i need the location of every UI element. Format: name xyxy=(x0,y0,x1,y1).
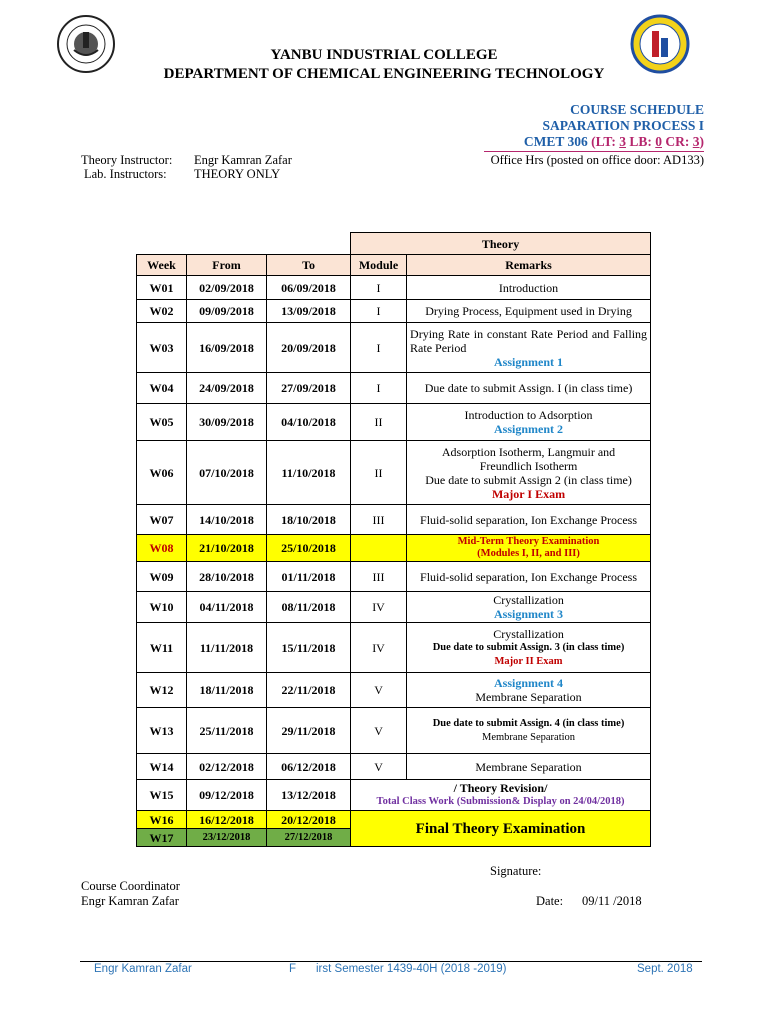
from-cell: 04/11/2018 xyxy=(187,592,267,623)
remarks-cell: Drying Process, Equipment used in Drying xyxy=(407,300,651,323)
remarks-cell: Fluid-solid separation, Ion Exchange Process xyxy=(407,562,651,592)
remarks-cell: Membrane Separation xyxy=(407,754,651,780)
week-cell: W09 xyxy=(137,562,187,592)
department-name: DEPARTMENT OF CHEMICAL ENGINEERING TECHNOLOGY xyxy=(163,66,605,82)
coordinator-label: Course Coordinator xyxy=(81,879,180,893)
from-cell: 24/09/2018 xyxy=(187,373,267,404)
to-cell: 22/11/2018 xyxy=(267,673,351,708)
col-to: To xyxy=(267,255,351,276)
schedule-title: COURSE SCHEDULE xyxy=(570,102,704,117)
remarks-cell xyxy=(351,780,651,811)
table-row xyxy=(137,708,651,754)
to-cell: 29/11/2018 xyxy=(267,708,351,754)
from-cell: 30/09/2018 xyxy=(187,404,267,441)
remarks-cell: Fluid-solid separation, Ion Exchange Process xyxy=(407,505,651,535)
module-cell: I xyxy=(351,300,407,323)
col-remarks: Remarks xyxy=(407,255,651,276)
table-row xyxy=(137,505,651,535)
remarks-cell xyxy=(407,535,651,562)
table-row xyxy=(137,623,651,673)
table-row-highlighted xyxy=(137,811,651,829)
cr-value: 3 xyxy=(692,134,700,149)
to-cell: 13/09/2018 xyxy=(267,300,351,323)
from-cell: 14/10/2018 xyxy=(187,505,267,535)
lt-label: (LT: xyxy=(591,134,620,149)
remarks-cell xyxy=(407,623,651,673)
from-cell: 07/10/2018 xyxy=(187,441,267,505)
remark-text: Drying Rate in constant Rate Period and Falling Rate Period xyxy=(410,326,648,355)
module-cell xyxy=(351,535,407,562)
week-cell: W03 xyxy=(137,323,187,373)
from-cell: 02/09/2018 xyxy=(187,276,267,300)
department-emblem-logo xyxy=(630,14,690,74)
module-cell: IV xyxy=(351,592,407,623)
remarks-cell xyxy=(407,592,651,623)
assignment-label: Assignment 3 xyxy=(494,607,564,621)
table-row xyxy=(137,276,651,300)
footer-semester: irst Semester 1439-40H (2018 -2019) xyxy=(316,963,507,975)
due-date-label: Due date to submit Assign. 3 (in class time) xyxy=(432,641,625,653)
schedule-table xyxy=(136,232,651,847)
module-cell: III xyxy=(351,562,407,592)
remarks-cell xyxy=(407,323,651,373)
lb-label: LB: xyxy=(625,134,656,149)
remarks-cell: Due date to submit Assign. I (in class time) xyxy=(407,373,651,404)
week-cell: W08 xyxy=(137,535,187,562)
table-row xyxy=(137,300,651,323)
exam-modules: (Modules I, II, and III) xyxy=(477,548,580,559)
table-row xyxy=(137,780,651,811)
week-cell: W04 xyxy=(137,373,187,404)
week-cell: W11 xyxy=(137,623,187,673)
module-cell: I xyxy=(351,373,407,404)
footer-rule xyxy=(80,961,702,962)
remark-text: Freundlich Isotherm xyxy=(479,458,578,473)
from-cell: 28/10/2018 xyxy=(187,562,267,592)
to-cell: 27/12/2018 xyxy=(267,829,351,847)
module-cell: I xyxy=(351,323,407,373)
module-cell: V xyxy=(351,754,407,780)
week-cell: W16 xyxy=(137,811,187,829)
module-cell: IV xyxy=(351,623,407,673)
module-cell: V xyxy=(351,708,407,754)
to-cell: 06/12/2018 xyxy=(267,754,351,780)
signature-label: Signature: xyxy=(490,864,542,878)
remark-text: Adsorption Isotherm, Langmuir and xyxy=(441,444,616,459)
week-cell: W05 xyxy=(137,404,187,441)
module-cell: III xyxy=(351,505,407,535)
week-cell: W13 xyxy=(137,708,187,754)
to-cell: 11/10/2018 xyxy=(267,441,351,505)
from-cell: 09/12/2018 xyxy=(187,780,267,811)
final-exam-cell: Final Theory Examination xyxy=(351,811,651,847)
theory-instructor-label: Theory Instructor: xyxy=(81,153,173,167)
table-row xyxy=(137,673,651,708)
to-cell: 25/10/2018 xyxy=(267,535,351,562)
week-cell: W07 xyxy=(137,505,187,535)
table-row xyxy=(137,754,651,780)
week-cell: W15 xyxy=(137,780,187,811)
remarks-cell xyxy=(407,441,651,505)
remark-text: Introduction to Adsorption xyxy=(464,408,593,422)
remark-text: Due date to submit Assign 2 (in class time) xyxy=(425,472,632,487)
col-week: Week xyxy=(137,255,187,276)
from-cell: 09/09/2018 xyxy=(187,300,267,323)
course-name: SAPARATION PROCESS I xyxy=(542,118,704,133)
date-value: 09/11 /2018 xyxy=(582,894,642,908)
class-work-note: Total Class Work (Submission& Display on 24/04/2018) xyxy=(376,796,625,807)
cr-label: CR: xyxy=(662,134,693,149)
college-seal-logo xyxy=(56,14,116,74)
table-row-highlighted xyxy=(137,535,651,562)
exam-label: Major II Exam xyxy=(494,655,563,667)
table-row xyxy=(137,441,651,505)
to-cell: 08/11/2018 xyxy=(267,592,351,623)
course-code: CMET 306 xyxy=(523,134,592,149)
table-row xyxy=(137,562,651,592)
table-row xyxy=(137,373,651,404)
from-cell: 02/12/2018 xyxy=(187,754,267,780)
col-module: Module xyxy=(351,255,407,276)
module-cell: II xyxy=(351,404,407,441)
to-cell: 15/11/2018 xyxy=(267,623,351,673)
lb-value: 0 xyxy=(655,134,662,149)
lt-value: 3 xyxy=(619,134,626,149)
table-row xyxy=(137,323,651,373)
table-row xyxy=(137,592,651,623)
from-cell: 23/12/2018 xyxy=(187,829,267,847)
due-date-label: Due date to submit Assign. 4 (in class time) xyxy=(432,717,625,729)
week-cell: W14 xyxy=(137,754,187,780)
from-cell: 16/09/2018 xyxy=(187,323,267,373)
to-cell: 27/09/2018 xyxy=(267,373,351,404)
remark-text: Membrane Separation xyxy=(475,690,582,704)
column-header-row xyxy=(137,255,651,276)
from-cell: 11/11/2018 xyxy=(187,623,267,673)
footer-author: Engr Kamran Zafar xyxy=(94,963,192,975)
module-cell: V xyxy=(351,673,407,708)
assignment-label: Assignment 4 xyxy=(494,676,564,690)
empty-corner xyxy=(137,233,351,255)
remarks-cell xyxy=(407,708,651,754)
remark-text: Crystallization xyxy=(493,593,564,607)
exam-label: Mid-Term Theory Examination xyxy=(457,536,600,547)
assignment-label: Assignment 1 xyxy=(494,354,564,369)
course-info-block xyxy=(524,102,704,150)
theory-instructor-value: Engr Kamran Zafar xyxy=(194,153,292,167)
from-cell: 21/10/2018 xyxy=(187,535,267,562)
footer-semester-initial: F xyxy=(289,963,297,975)
course-code-line xyxy=(524,134,704,150)
to-cell: 06/09/2018 xyxy=(267,276,351,300)
date-label: Date: xyxy=(536,894,564,908)
office-hours: Office Hrs (posted on office door: AD133) xyxy=(490,153,704,167)
week-cell: W17 xyxy=(137,829,187,847)
lab-instructors-label: Lab. Instructors: xyxy=(84,167,167,181)
remark-text: Crystallization xyxy=(493,626,564,641)
to-cell: 04/10/2018 xyxy=(267,404,351,441)
remarks-cell xyxy=(407,404,651,441)
week-cell: W10 xyxy=(137,592,187,623)
college-name: YANBU INDUSTRIAL COLLEGE xyxy=(270,47,498,63)
week-cell: W02 xyxy=(137,300,187,323)
footer-date: Sept. 2018 xyxy=(637,963,693,975)
module-cell: I xyxy=(351,276,407,300)
from-cell: 18/11/2018 xyxy=(187,673,267,708)
module-cell: II xyxy=(351,441,407,505)
table-row xyxy=(137,404,651,441)
exam-label: Major I Exam xyxy=(491,486,566,501)
remarks-cell xyxy=(407,673,651,708)
remark-text: Membrane Separation xyxy=(482,731,576,743)
to-cell: 01/11/2018 xyxy=(267,562,351,592)
lab-instructors-value: THEORY ONLY xyxy=(194,167,281,181)
week-cell: W01 xyxy=(137,276,187,300)
week-cell: W12 xyxy=(137,673,187,708)
assignment-label: Assignment 2 xyxy=(494,422,564,436)
to-cell: 20/09/2018 xyxy=(267,323,351,373)
course-rule xyxy=(484,151,704,152)
coordinator-name: Engr Kamran Zafar xyxy=(81,894,179,908)
revision-label: / Theory Revision/ xyxy=(453,781,548,795)
from-cell: 25/11/2018 xyxy=(187,708,267,754)
col-from: From xyxy=(187,255,267,276)
to-cell: 20/12/2018 xyxy=(267,811,351,829)
close-paren: ) xyxy=(699,134,704,149)
remarks-cell: Introduction xyxy=(407,276,651,300)
week-cell: W06 xyxy=(137,441,187,505)
group-header-theory: Theory xyxy=(351,233,651,255)
to-cell: 13/12/2018 xyxy=(267,780,351,811)
from-cell: 16/12/2018 xyxy=(187,811,267,829)
to-cell: 18/10/2018 xyxy=(267,505,351,535)
